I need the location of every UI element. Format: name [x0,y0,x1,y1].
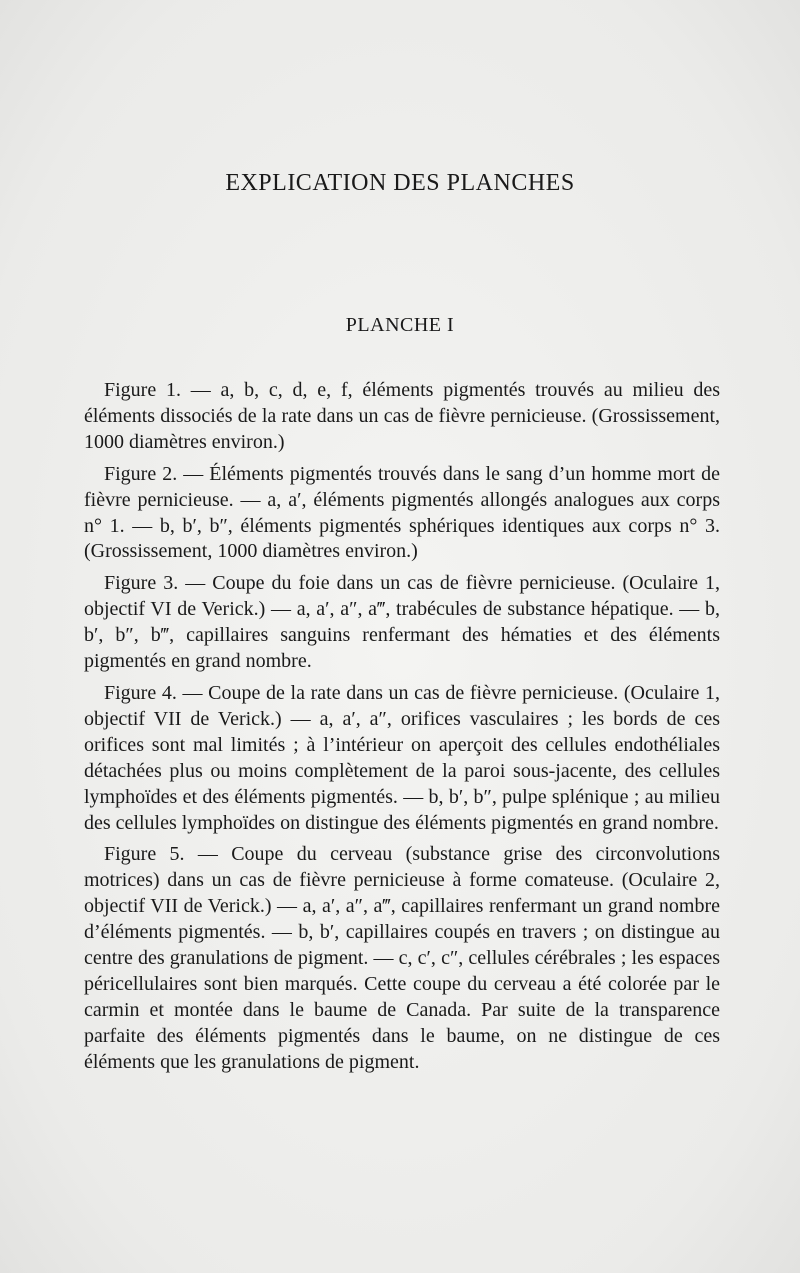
plate-heading: PLANCHE I [345,314,455,336]
figure-2-caption: Figure 2. — Éléments pigmentés trouvés dans le sang d’un homme mort de fièvre pernicieuse. — a, a′, éléments pigmentés allongés analogues aux corps n° 1. — b, b′, b″, éléments pigmentés sphériques identiques aux corps n° 3. (Grossissement, 1000 diamètres environ.) [84,462,720,563]
figure-3-caption: Figure 3. — Coupe du foie dans un cas de fièvre pernicieuse. (Oculaire 1, objectif VI de Verick.) — a, a′, a″, a‴, trabécules de substance hépatique. — b, b′, b″, b‴, capillaires sanguins renfermant des hématies et des éléments pigmentés en grand nombre. [84,572,720,673]
figure-5-caption: Figure 5. — Coupe du cerveau (substance grise des circonvolutions motrices) dans un cas de fièvre pernicieuse à forme comateuse. (Oculaire 2, objectif VII de Verick.) — a, a′, a″, a‴, capillaires renfermant un grand nombre d’éléments pigmentés. — b, b′, capillaires coupés en travers ; on distingue au centre des granulations de pigment. — c, c′, c″, cellules cérébrales ; les espaces péricellulaires sont bien marqués. Cette coupe du cerveau a été colorée par le carmin et montée dans le baume de Canada. Par suite de la transparence parfaite des éléments pigmentés dans le baume, on ne distingue de ces éléments que les granulations de pigment. [84,843,720,1073]
figure-4-caption: Figure 4. — Coupe de la rate dans un cas de fièvre pernicieuse. (Oculaire 1, objectif VII de Verick.) — a, a′, a″, orifices vasculaires ; les bords de ces orifices sont mal limités ; à l’intérieur on aperçoit des cellules endothéliales détachées plus ou moins complètement de la paroi sous-jacente, des cellules lymphoïdes et des éléments pigmentés. — b, b′, b″, pulpe splénique ; au milieu des cellules lymphoïdes on distingue des éléments pigmentés en grand nombre. [84,681,720,834]
figure-explanations [84,378,720,1082]
page-title: EXPLICATION DES PLANCHES [225,170,575,196]
figure-1-caption: Figure 1. — a, b, c, d, e, f, éléments pigmentés trouvés au milieu des éléments dissociés de la rate dans un cas de fièvre pernicieuse. (Grossissement, 1000 diamètres environ.) [84,379,720,453]
